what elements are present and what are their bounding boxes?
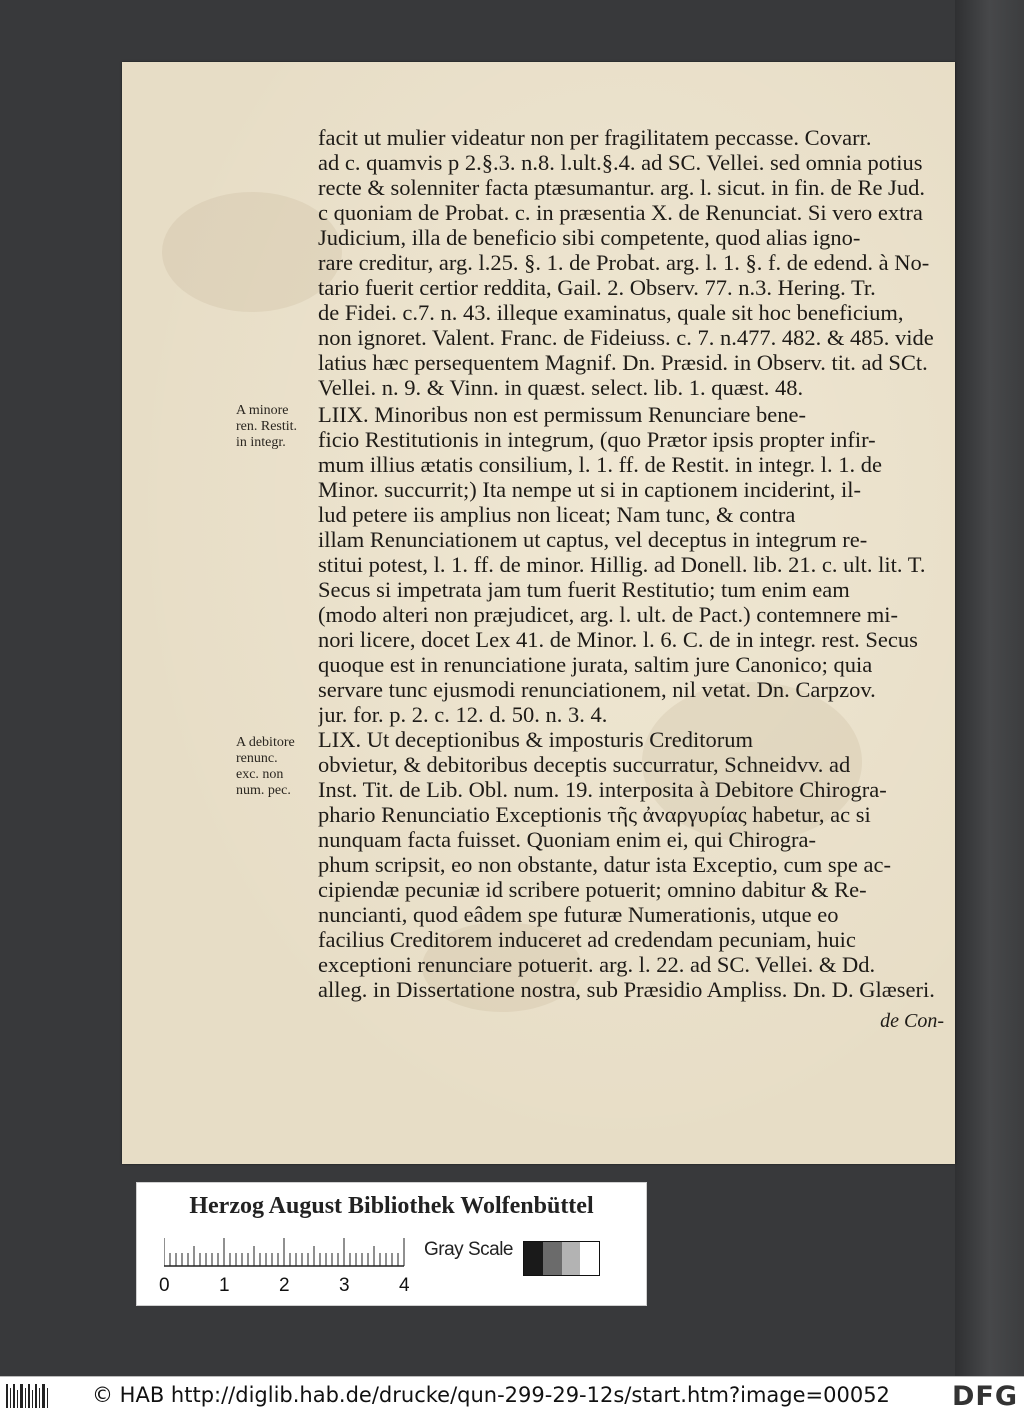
library-reference-card <box>136 1182 647 1306</box>
ruler-number: 4 <box>399 1275 410 1296</box>
text-line: Minor. succurrit;) Ita nempe ut si in captionem inciderint, il- <box>318 477 861 502</box>
text-line: quoque est in renunciatione jurata, saltim jure Canonico; quia <box>318 652 873 677</box>
text-line: tario fuerit certior reddita, Gail. 2. Observ. 77. n.3. Hering. Tr. <box>318 275 876 300</box>
text-line: facit ut mulier videatur non per fragilitatem peccasse. Covarr. <box>318 125 872 150</box>
margin-note-line: ren. Restit. <box>236 419 298 434</box>
margin-note-debtor <box>236 735 318 799</box>
text-line: recte & solenniter facta ptæsumantur. arg. l. sicut. in fin. de Re Jud. <box>318 175 925 200</box>
text-line: c quoniam de Probat. c. in præsentia X. de Renunciat. Si vero extra <box>318 200 923 225</box>
text-line: de Fidei. c.7. n. 43. illeque examinatus, quale sit hoc beneficium, <box>318 300 904 325</box>
ruler-number: 1 <box>219 1275 230 1296</box>
text-line: servare tunc ejusmodi renunciationem, nil vetat. Dn. Carpzov. <box>318 677 876 702</box>
text-line: non ignoret. Valent. Franc. de Fideiuss. c. 7. n.477. 482. & 485. vide <box>318 325 934 350</box>
text-line: ficio Restitutionis in integrum, (quo Prætor ipsis propter infir- <box>318 427 876 452</box>
text-line: facilius Creditorem induceret ad credendam pecuniam, huic <box>318 927 856 952</box>
text-line: nunquam facta fuisset. Quoniam enim ei, qui Chirogra- <box>318 827 816 852</box>
text-line: ad c. quamvis p 2.§.3. n.8. l.ult.§.4. ad SC. Vellei. sed omnia potius <box>318 150 923 175</box>
text-line: mum illius ætatis consilium, l. 1. ff. de Restit. in integr. l. 1. de <box>318 452 882 477</box>
footer-bar <box>0 1376 1024 1415</box>
text-line: cipiendæ pecuniæ id scribere potuerit; omnino dabitur & Re- <box>318 877 867 902</box>
text-line: nuncianti, quod eâdem spe futuræ Numerationis, utque eo <box>318 902 839 927</box>
margin-note-line: exc. non <box>236 767 284 782</box>
gray-scale-label: Gray Scale <box>424 1239 513 1260</box>
library-name: Herzog August Bibliothek Wolfenbüttel <box>189 1193 594 1219</box>
margin-note-line: renunc. <box>236 751 278 766</box>
text-line: LIIX. Minoribus non est permissum Renunciare bene- <box>318 402 807 427</box>
text-line: Inst. Tit. de Lib. Obl. num. 19. interposita à Debitore Chirogra- <box>318 777 887 802</box>
text-line: phario Renunciatio Exceptionis τῆς ἀναργυρίας habetur, ac si <box>318 802 871 827</box>
paragraph-LIX <box>318 727 944 1002</box>
text-line: LIX. Ut deceptionibus & imposturis Creditorum <box>318 727 753 752</box>
text-line: latius hæc persequentem Magnif. Dn. Præsid. in Observ. tit. ad SCt. <box>318 350 928 375</box>
text-line: jur. for. p. 2. c. 12. d. 50. n. 3. 4. <box>318 702 608 727</box>
text-line: exceptioni renunciare potuerit. arg. l. 22. ad SC. Vellei. & Dd. <box>318 952 876 977</box>
ruler-number: 2 <box>279 1275 290 1296</box>
paragraph-LIIX <box>318 402 944 727</box>
copyright-url: © HAB http://diglib.hab.de/drucke/qun-299-29-12s/start.htm?image=00052 <box>92 1383 890 1407</box>
scale-ruler <box>164 1235 414 1267</box>
adjacent-page-edge <box>955 0 1024 1376</box>
margin-note-line: A debitore <box>236 735 295 750</box>
margin-note-line: in integr. <box>236 435 286 450</box>
text-line: stitui potest, l. 1. ff. de minor. Hillig. ad Donell. lib. 21. c. ult. lit. T. <box>318 552 926 577</box>
barcode-icon <box>6 1382 48 1410</box>
text-line: nori licere, docet Lex 41. de Minor. l. 6. C. de in integr. rest. Secus <box>318 627 918 652</box>
text-line: phum scripsit, eo non obstante, datur ista Exceptio, cum spe ac- <box>318 852 891 877</box>
text-line: (modo alteri non præjudicet, arg. l. ult. de Pact.) contemnere mi- <box>318 602 899 627</box>
dfg-logo: DFG <box>951 1381 1018 1412</box>
paragraph-continuation <box>318 125 944 400</box>
text-line: alleg. in Dissertatione nostra, sub Præsidio Ampliss. Dn. D. Glæseri. <box>318 977 935 1002</box>
text-line: Secus si impetrata jam tum fuerit Restitutio; tum enim eam <box>318 577 850 602</box>
gray-scale-chart <box>523 1241 600 1276</box>
text-line: lud petere iis amplius non liceat; Nam tunc, & contra <box>318 502 796 527</box>
text-line: Vellei. n. 9. & Vinn. in quæst. select. lib. 1. quæst. 48. <box>318 375 804 400</box>
text-line: rare creditur, arg. l.25. §. 1. de Probat. arg. l. 1. §. f. de edend. à No- <box>318 250 930 275</box>
ruler-number: 0 <box>159 1275 170 1296</box>
text-line: obvietur, & debitoribus deceptis succurratur, Schneidvv. ad <box>318 752 851 777</box>
margin-note-line: num. pec. <box>236 783 291 798</box>
margin-note-minors <box>236 403 318 451</box>
text-line: Judicium, illa de beneficio sibi competente, quod alias igno- <box>318 225 861 250</box>
catchword: de Con- <box>880 1010 944 1032</box>
ruler-numbers <box>157 1275 417 1295</box>
text-line: illam Renunciationem ut captus, vel deceptus in integrum re- <box>318 527 868 552</box>
margin-note-line: A minore <box>236 403 289 418</box>
ruler-number: 3 <box>339 1275 350 1296</box>
